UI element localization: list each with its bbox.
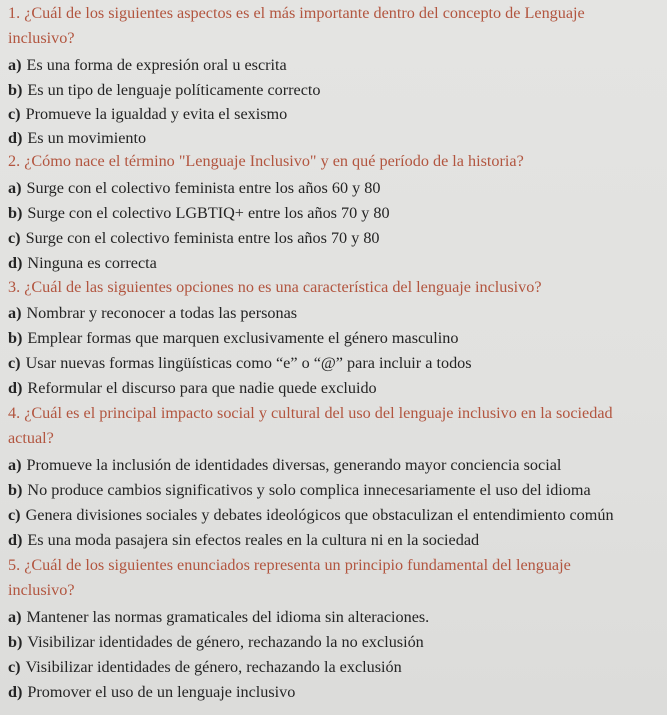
question-3-option-c[interactable]: [8, 353, 472, 373]
option-letter: b): [8, 204, 23, 222]
question-5-option-a[interactable]: [8, 607, 429, 627]
question-1-option-d[interactable]: [8, 128, 146, 148]
question-2-option-c[interactable]: [8, 228, 380, 248]
option-letter: d): [8, 129, 23, 147]
option-letter: c): [8, 229, 21, 247]
option-text: Surge con el colectivo feminista entre los años 70 y 80: [25, 229, 380, 247]
option-text: Usar nuevas formas lingüísticas como “e” o “@” para incluir a todos: [25, 354, 472, 372]
question-5-option-d[interactable]: [8, 682, 295, 702]
question-2-option-d[interactable]: [8, 253, 157, 273]
option-letter: a): [8, 608, 22, 626]
option-letter: a): [8, 456, 22, 474]
question-1-line-1: 1. ¿Cuál de los siguientes aspectos es el más importante dentro del concepto de Lenguaje: [8, 4, 585, 22]
question-3-option-b[interactable]: [8, 328, 458, 348]
option-letter: d): [8, 254, 23, 272]
option-letter: d): [8, 683, 23, 701]
option-text: Promueve la igualdad y evita el sexismo: [25, 105, 288, 123]
question-1-option-b[interactable]: [8, 80, 320, 100]
option-text: Visibilizar identidades de género, rechazando la no exclusión: [27, 633, 424, 651]
option-letter: c): [8, 506, 21, 524]
question-2-option-a[interactable]: [8, 178, 380, 198]
question-5-option-c[interactable]: [8, 657, 402, 677]
option-letter: b): [8, 81, 23, 99]
option-text: Es una forma de expresión oral u escrita: [26, 56, 287, 74]
option-text: Mantener las normas gramaticales del idioma sin alteraciones.: [26, 608, 430, 626]
option-text: Emplear formas que marquen exclusivamente el género masculino: [27, 329, 459, 347]
option-letter: c): [8, 105, 21, 123]
option-letter: a): [8, 179, 22, 197]
question-5-line-2: inclusivo?: [8, 581, 75, 599]
option-text: Nombrar y reconocer a todas las personas: [26, 304, 298, 322]
option-text: Visibilizar identidades de género, rechazando la exclusión: [25, 658, 402, 676]
option-letter: b): [8, 633, 23, 651]
option-text: Reformular el discurso para que nadie quede excluido: [27, 379, 377, 397]
option-text: Surge con el colectivo feminista entre los años 60 y 80: [26, 179, 381, 197]
option-letter: c): [8, 658, 21, 676]
question-4-option-a[interactable]: [8, 455, 561, 475]
question-1-option-c[interactable]: [8, 104, 287, 124]
option-letter: b): [8, 329, 23, 347]
option-letter: c): [8, 354, 21, 372]
question-4-option-b[interactable]: [8, 480, 591, 500]
option-letter: b): [8, 481, 23, 499]
option-text: Es un movimiento: [27, 129, 147, 147]
option-text: Es una moda pasajera sin efectos reales en la cultura ni en la sociedad: [27, 531, 480, 549]
option-text: Ninguna es correcta: [27, 254, 157, 272]
option-letter: d): [8, 531, 23, 549]
option-text: Promueve la inclusión de identidades diversas, generando mayor conciencia social: [26, 456, 562, 474]
option-text: Surge con el colectivo LGBTIQ+ entre los años 70 y 80: [27, 204, 390, 222]
option-letter: a): [8, 304, 22, 322]
question-4-option-c[interactable]: [8, 505, 614, 525]
question-4-option-d[interactable]: [8, 530, 479, 550]
option-letter: a): [8, 56, 22, 74]
question-2-option-b[interactable]: [8, 203, 390, 223]
question-3-line-1: 3. ¿Cuál de las siguientes opciones no es una característica del lenguaje inclusivo?: [8, 278, 542, 296]
option-letter: d): [8, 379, 23, 397]
question-4-line-1: 4. ¿Cuál es el principal impacto social y cultural del uso del lenguaje inclusivo en la sociedad: [8, 404, 613, 422]
question-5-line-1: 5. ¿Cuál de los siguientes enunciados representa un principio fundamental del lenguaje: [8, 556, 571, 574]
question-3-option-a[interactable]: [8, 303, 297, 323]
option-text: Promover el uso de un lenguaje inclusivo: [27, 683, 296, 701]
question-1-line-2: inclusivo?: [8, 29, 75, 47]
question-1-option-a[interactable]: [8, 55, 287, 75]
question-4-line-2: actual?: [8, 429, 54, 447]
option-text: Es un tipo de lenguaje políticamente correcto: [27, 81, 321, 99]
option-text: Genera divisiones sociales y debates ideológicos que obstaculizan el entendimiento común: [25, 506, 614, 524]
question-3-option-d[interactable]: [8, 378, 377, 398]
question-5-option-b[interactable]: [8, 632, 424, 652]
question-2-line-1: 2. ¿Cómo nace el término "Lenguaje Inclusivo" y en qué período de la historia?: [8, 152, 524, 170]
option-text: No produce cambios significativos y solo complica innecesariamente el uso del idioma: [27, 481, 591, 499]
